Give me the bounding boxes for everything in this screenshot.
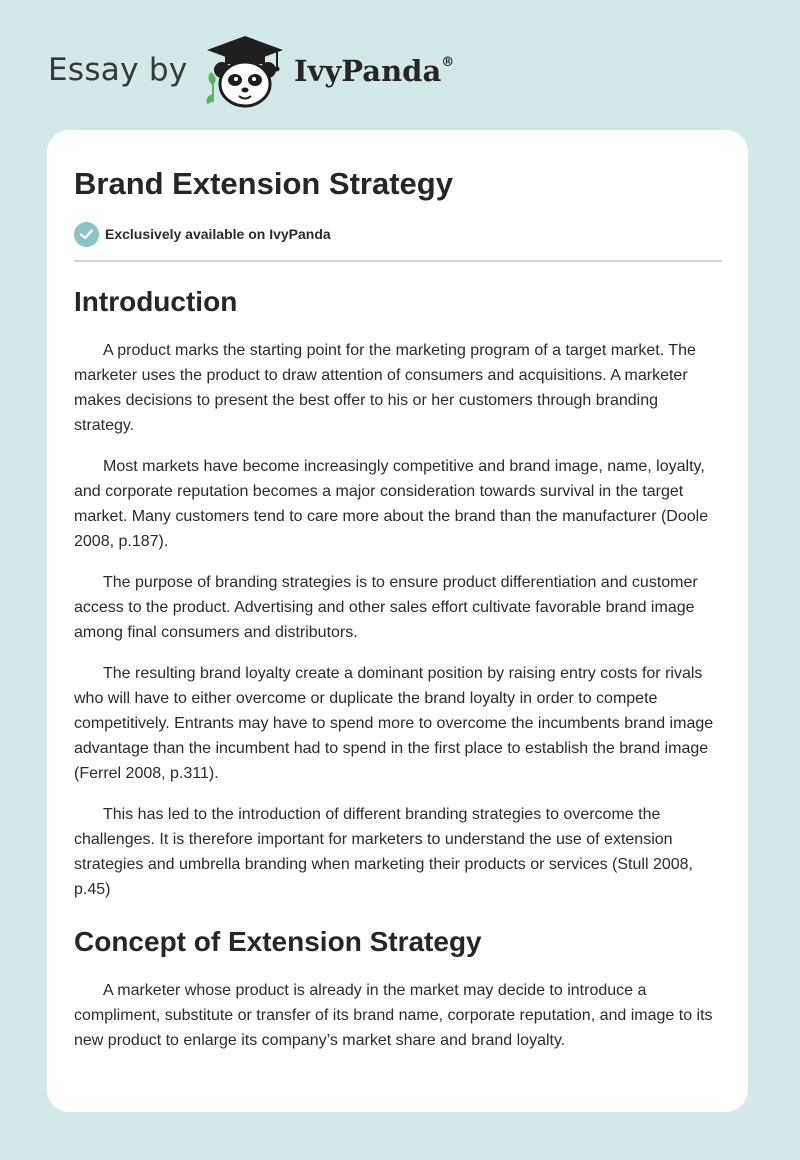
brand-header xyxy=(48,30,508,110)
check-circle-icon xyxy=(74,222,99,247)
paragraph: This has led to the introduction of different branding strategies to overcome the challenges. It is therefore important for marketers to understand the use of extension strategies and umbrella branding when marketing their products or services (Stull 2008, p.45) xyxy=(74,806,693,898)
section-heading: Concept of Extension Strategy xyxy=(74,926,482,957)
paragraph: The resulting brand loyalty create a dominant position by raising entry costs for rivals who will have to either overcome or duplicate the brand loyalty in order to compete competitively. Entrants may have to spend more to overcome the incumbents brand image advantage than the incumbent had to spend in the first place to establish the brand image (Ferrel 2008, p.311). xyxy=(74,665,714,782)
article-title: Brand Extension Strategy xyxy=(74,166,453,201)
divider xyxy=(74,260,722,262)
exclusive-badge xyxy=(74,220,722,248)
section-heading: Introduction xyxy=(74,286,238,317)
brand-name: IvyPanda® xyxy=(294,54,455,88)
article-card xyxy=(47,130,748,1112)
paragraph: A product marks the starting point for the marketing program of a target market. The marketer uses the product to draw attention of consumers and acquisitions. A marketer makes decisions to present the best offer to his or her customers through branding strategy. xyxy=(74,342,696,434)
paragraph: A marketer whose product is already in the market may decide to introduce a compliment, substitute or transfer of its brand name, corporate reputation, and image to its new product to enlarge its company’s market share and brand loyalty. xyxy=(74,982,713,1049)
brand-prefix: Essay by xyxy=(48,52,188,88)
panda-graduate-icon xyxy=(203,34,287,110)
paragraph: The purpose of branding strategies is to ensure product differentiation and customer access to the product. Advertising and other sales effort cultivate favorable brand image among final consumers and distributors. xyxy=(74,574,698,641)
paragraph: Most markets have become increasingly competitive and brand image, name, loyalty, and corporate reputation becomes a major consideration towards survival in the target market. Many customers tend to care more about the brand than the manufacturer (Doole 2008, p.187). xyxy=(74,458,709,550)
exclusive-badge-label: Exclusively available on IvyPanda xyxy=(105,226,331,242)
